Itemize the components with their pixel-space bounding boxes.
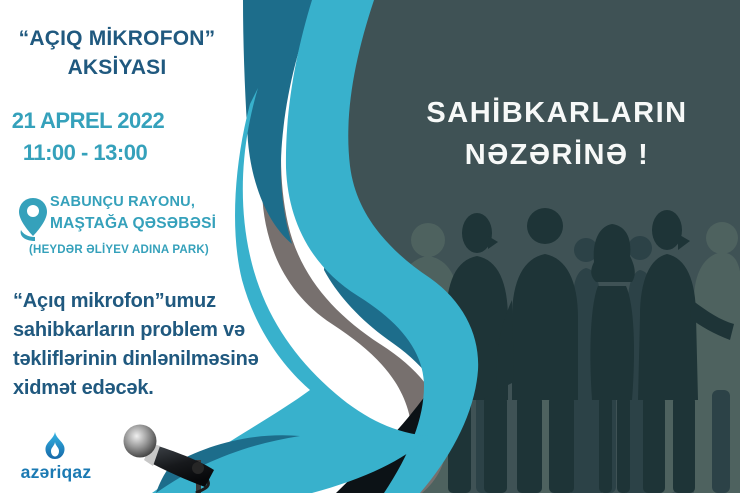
event-title — [0, 24, 234, 82]
event-date: 21 APREL 2022 — [11, 108, 165, 133]
event-title-line1: “AÇIQ MİKROFON” — [18, 27, 216, 50]
event-location — [50, 191, 250, 235]
location-pin-icon — [17, 196, 49, 244]
azeriqaz-logo-text: azəriqaz — [20, 462, 92, 482]
headline-line1: SAHİBKARLARIN — [426, 97, 688, 129]
event-title-line2: AKSİYASI — [67, 56, 167, 79]
description-line: sahibkarların problem və — [13, 319, 245, 341]
azeriqaz-flame-icon — [40, 432, 70, 460]
event-description — [13, 287, 333, 403]
location-line2: MAŞTAĞA QƏSƏBƏSİ — [50, 215, 217, 232]
description-line: xidmət edəcək. — [13, 377, 154, 399]
location-line1: SABUNÇU RAYONU, — [50, 194, 196, 210]
event-time: 11:00 - 13:00 — [22, 140, 148, 165]
description-line: “Açıq mikrofon”umuz — [13, 290, 216, 312]
headline — [382, 92, 732, 176]
location-note: (HEYDƏR ƏLİYEV ADINA PARK) — [29, 244, 209, 256]
description-line: təkliflərinin dinlənilməsinə — [13, 348, 259, 370]
headline-line2: NƏZƏRİNƏ ! — [464, 139, 650, 171]
